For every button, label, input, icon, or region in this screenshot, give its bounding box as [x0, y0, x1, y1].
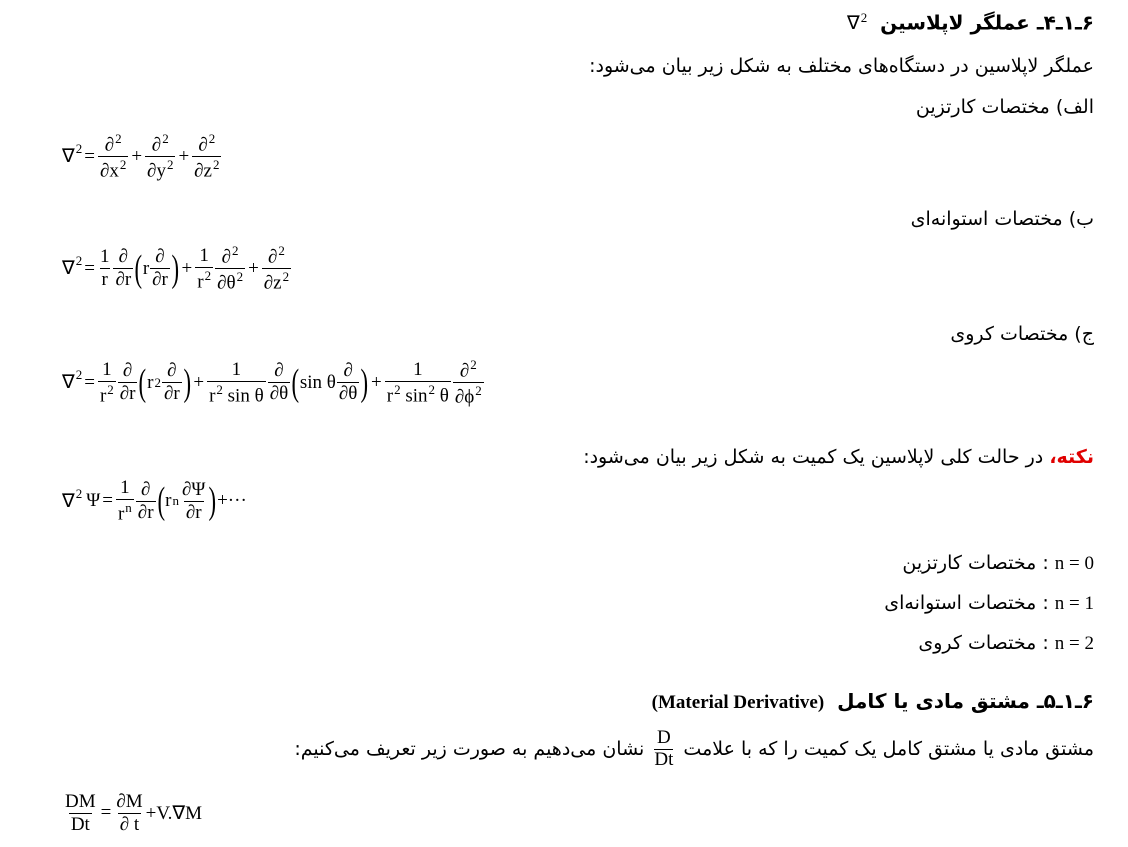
spherical-label: ج) مختصات کروی — [950, 323, 1094, 345]
sup-2: 2 — [119, 157, 127, 173]
sup-2: 2 — [166, 157, 174, 173]
partial: ∂ — [217, 272, 227, 294]
var-r: r — [195, 501, 202, 523]
var-x: x — [109, 160, 119, 182]
partial: ∂ — [338, 383, 349, 405]
frac-1-r2sin2 — [385, 360, 451, 406]
note-paragraph — [583, 446, 1094, 468]
frac-dpsi-dr — [180, 480, 207, 523]
partial: ∂ — [182, 478, 192, 500]
laplacian-symbol — [62, 485, 83, 513]
heading-sup: 2 — [860, 10, 868, 25]
plus: + — [371, 371, 382, 393]
var-r: r — [147, 371, 154, 393]
equals: = — [84, 145, 95, 167]
sup-2: 2 — [394, 381, 401, 397]
var-theta: θ — [226, 272, 236, 294]
note-text: در حالت کلی لاپلاسین یک کمیت به شکل زیر بیان می‌شود: — [583, 446, 1044, 468]
num-1: 1 — [413, 358, 423, 380]
var-z: z — [203, 160, 212, 182]
heading-english: (Material Derivative) — [651, 692, 825, 713]
intro-part2: نشان می‌دهیم به صورت زیر تعریف می‌کنیم: — [294, 737, 645, 760]
partial: ∂ — [115, 269, 125, 291]
frac-d-dr — [113, 247, 133, 290]
var-theta: θ — [439, 384, 449, 406]
note-word: نکته، — [1049, 446, 1094, 468]
left-paren: ( — [139, 361, 147, 404]
equation-cylindrical — [62, 244, 292, 294]
cartesian-label: الف) مختصات کارتزین — [915, 96, 1094, 118]
partial: ∂ — [147, 160, 157, 182]
sup-2: 2 — [428, 381, 436, 397]
case-n-value: n = 0 — [1054, 553, 1094, 574]
heading-title: مشتق مادی یا کامل — [837, 689, 1030, 713]
laplacian-symbol — [62, 141, 83, 168]
var-r: r — [147, 501, 154, 523]
sup-2: 2 — [278, 243, 285, 258]
partial: ∂ — [99, 160, 110, 182]
right-paren: ) — [208, 480, 217, 523]
sup-2: 2 — [475, 383, 482, 399]
heading-number: ۶ـ۱ـ۵ـ — [1036, 689, 1094, 713]
sup-2: 2 — [107, 381, 114, 397]
var-theta: θ — [279, 383, 289, 405]
den-dt: ∂ t — [119, 813, 140, 835]
frac-d-dr-inner — [150, 247, 170, 290]
partial: ∂ — [194, 160, 204, 182]
sup-2: 2 — [212, 157, 220, 173]
num-1: 1 — [120, 477, 130, 498]
intro-paragraph: عملگر لاپلاسین در دستگاه‌های مختلف به شکل زیر بیان می‌شود: — [589, 55, 1094, 77]
var-r: r — [129, 383, 136, 405]
partial: ∂ — [151, 134, 162, 156]
partial: ∂ — [274, 360, 284, 382]
symbol-den: Dt — [654, 748, 674, 770]
partial: ∂ — [459, 360, 470, 382]
frac-d2-dphi2 — [453, 358, 484, 408]
sup-2: 2 — [154, 374, 161, 390]
var-r: r — [99, 384, 107, 406]
case-cartesian — [902, 552, 1094, 575]
heading-title: عملگر لاپلاسین — [880, 10, 1030, 35]
equals: = — [84, 371, 95, 393]
plus: + — [181, 257, 193, 279]
case-cylindrical — [884, 592, 1094, 615]
num-1: 1 — [99, 246, 110, 268]
var-r: r — [209, 384, 216, 406]
sup-n: n — [125, 499, 132, 515]
frac-d2-dtheta2 — [215, 244, 245, 294]
nabla: ∇ — [62, 490, 75, 512]
heading-symbol — [846, 10, 868, 35]
partial: ∂ — [167, 360, 177, 382]
frac-1-r2sin — [207, 360, 266, 406]
case-spherical — [918, 632, 1094, 655]
num-1: 1 — [231, 358, 242, 380]
partial: ∂ — [137, 501, 148, 523]
sin: sin — [405, 384, 428, 406]
equation-material-derivative — [62, 792, 202, 835]
case-text: : مختصات استوانه‌ای — [884, 592, 1049, 614]
var-phi: ϕ — [464, 386, 475, 408]
left-paren: ( — [134, 247, 143, 290]
frac-1-r2 — [195, 246, 213, 292]
equals: = — [100, 802, 112, 824]
sup-2: 2 — [75, 141, 83, 157]
var-r: r — [161, 269, 168, 291]
plus: + — [131, 145, 143, 167]
intro-part1: مشتق مادی یا مشتق کامل یک کمیت را که با علامت — [683, 737, 1094, 760]
partial: ∂ — [163, 383, 174, 405]
partial: ∂ — [343, 360, 353, 382]
frac-d2-dz2 — [192, 132, 221, 182]
sup-2: 2 — [236, 269, 244, 285]
nabla: ∇ — [62, 258, 75, 280]
frac-d-dr — [118, 361, 138, 404]
frac-d2-dy2 — [145, 132, 175, 182]
var-theta: θ — [254, 384, 264, 406]
D-over-Dt-symbol — [654, 728, 673, 771]
sup-2: 2 — [470, 357, 477, 372]
ellipsis: +··· — [217, 490, 247, 512]
material-derivative-intro — [294, 728, 1094, 771]
sup-2: 2 — [204, 267, 212, 283]
var-psi: Ψ — [86, 490, 101, 512]
plus: + — [193, 371, 205, 393]
right-paren: ) — [360, 361, 369, 404]
var-r: r — [173, 383, 180, 405]
frac-1-r — [98, 247, 112, 290]
case-n-value: n = 1 — [1054, 593, 1094, 614]
partial: ∂ — [118, 246, 128, 268]
case-text: : مختصات کارتزین — [902, 552, 1049, 574]
equals: = — [102, 490, 113, 512]
nabla: ∇ — [62, 146, 75, 168]
partial: ∂ — [454, 386, 465, 408]
sup-2: 2 — [282, 269, 290, 285]
var-r: r — [117, 503, 125, 525]
frac-dM-dt — [114, 792, 144, 835]
frac-1-rn — [116, 478, 134, 524]
case-text: : مختصات کروی — [918, 632, 1049, 654]
section-heading-material-derivative — [652, 689, 1094, 714]
case-n-value: n = 2 — [1054, 633, 1094, 654]
sup-2: 2 — [208, 131, 216, 146]
section-heading-laplacian — [847, 10, 1094, 35]
equation-spherical — [62, 358, 485, 408]
sup-2: 2 — [232, 243, 239, 258]
sup-2: 2 — [75, 253, 83, 269]
partial: ∂ — [122, 360, 133, 382]
num-1: 1 — [102, 358, 112, 380]
partial: ∂ — [268, 246, 278, 268]
partial: ∂ — [263, 272, 274, 294]
num-dM: ∂M — [116, 791, 143, 812]
sup-2: 2 — [115, 131, 122, 146]
partial: ∂ — [104, 134, 115, 156]
var-r: r — [142, 257, 150, 279]
sup-2: 2 — [75, 367, 83, 383]
convective-term: +V.∇M — [145, 802, 202, 824]
var-r: r — [165, 490, 172, 512]
equals: = — [84, 257, 95, 279]
frac-DM-Dt — [63, 792, 98, 835]
heading-number: ۶ـ۱ـ۴ـ — [1036, 10, 1094, 35]
frac-1-r2 — [98, 360, 116, 406]
var-r: r — [124, 269, 132, 291]
frac-d-dr — [136, 480, 156, 523]
var-psi: Ψ — [191, 478, 206, 500]
sup-2: 2 — [162, 131, 169, 146]
frac-d-dtheta — [268, 361, 291, 404]
partial: ∂ — [155, 246, 165, 268]
partial: ∂ — [152, 269, 162, 291]
partial: ∂ — [269, 383, 280, 405]
partial: ∂ — [221, 246, 231, 268]
sup-2: 2 — [216, 381, 223, 397]
partial: ∂ — [198, 134, 208, 156]
sin: sin — [299, 371, 323, 393]
plus: + — [248, 257, 259, 279]
partial: ∂ — [140, 478, 151, 500]
equation-general — [62, 478, 247, 524]
var-y: y — [156, 160, 166, 182]
num-DM: DM — [65, 791, 96, 812]
den-Dt: Dt — [70, 813, 90, 835]
sin: sin — [227, 384, 250, 406]
cylindrical-label: ب) مختصات استوانه‌ای — [910, 208, 1094, 230]
laplacian-symbol — [62, 367, 83, 394]
left-paren: ( — [291, 361, 300, 404]
den-r: r — [101, 269, 108, 291]
sup-n: n — [172, 493, 179, 509]
frac-d-dr-inner — [162, 361, 182, 404]
nabla: ∇ — [62, 372, 75, 394]
equation-cartesian — [62, 132, 222, 182]
num-1: 1 — [199, 244, 209, 266]
var-r: r — [197, 270, 204, 292]
var-theta: θ — [326, 371, 336, 393]
plus: + — [178, 145, 190, 167]
partial: ∂ — [185, 501, 196, 523]
right-paren: ) — [183, 361, 191, 404]
frac-d2-dx2 — [98, 132, 128, 182]
left-paren: ( — [157, 480, 165, 523]
right-paren: ) — [171, 247, 179, 290]
var-theta: θ — [348, 383, 358, 405]
var-z: z — [273, 272, 282, 294]
var-r: r — [386, 384, 394, 406]
frac-d2-dz2 — [262, 244, 291, 294]
frac-d-dtheta-inner — [337, 361, 360, 404]
nabla-symbol: ∇ — [846, 13, 860, 35]
symbol-num: D — [657, 727, 671, 748]
partial: ∂ — [119, 383, 130, 405]
sup-2: 2 — [75, 485, 83, 501]
laplacian-symbol — [62, 253, 83, 280]
